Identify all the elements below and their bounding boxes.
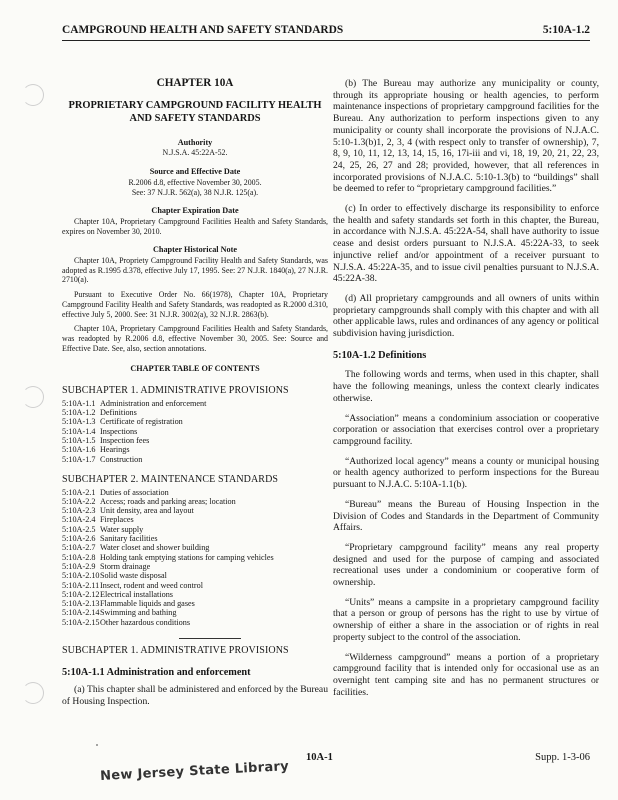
subchapter-1-heading: SUBCHAPTER 1. ADMINISTRATIVE PROVISIONS xyxy=(62,645,289,656)
punch-hole-top xyxy=(22,84,44,106)
toc-entry: 5:10A-2.4 Fireplaces xyxy=(62,515,134,525)
right-column xyxy=(333,78,599,698)
section-1-1-paragraph-b: (b) The Bureau may authorize any municipality or county, through its appropriate housing or health agencies, to perform maintenance inspections of proprietary campground facilities for the Bureau. Any authorization to perform inspections given to any municipality or county shall incorporate the provisions of N.J.A.C. 5:10-1.3(b)1, 2, 3, 4 (with respect only to transfer of ownership), 7, 8, 9, 10, 11, 12, 13, 14, 15, 16, 17i-iii and vi, 18, 19, 20, 21, 22, 23, 24, 25, 26, 27 and 28; provided, however, that all references in incorporated provisions of N.J.A.C. 5:10-1.3(b) to “buildings” shall be deemed to refer to “proprietary campground facilities.” xyxy=(333,78,599,195)
toc-entry: 5:10A-2.1 Duties of association xyxy=(62,487,169,497)
toc-entry: 5:10A-2.12 Electrical installations xyxy=(62,589,173,599)
toc-entry: 5:10A-1.4 Inspections xyxy=(62,426,138,436)
source-heading: Source and Effective Date xyxy=(149,167,241,177)
definition-units: “Units” means a campsite in a proprietary campground facility that a person or group of persons has the right to use by virtue of ownership of either a share in the association or of rights in real property subject to the control of the association. xyxy=(333,596,599,643)
definition-bureau: “Bureau” means the Bureau of Housing Inspection in the Division of Codes and Standards in the Department of Community Affairs. xyxy=(333,498,599,534)
running-header-title: CAMPGROUND HEALTH AND SAFETY STANDARDS xyxy=(62,24,344,36)
toc-entry: 5:10A-2.13 Flammable liquids and gases xyxy=(62,599,195,609)
toc-entry: 5:10A-1.1 Administration and enforcement xyxy=(62,398,207,408)
toc-subchapter-1-list xyxy=(62,399,328,464)
punch-hole-bottom xyxy=(22,682,44,704)
history-note-1: Chapter 10A, Propriety Campground Facility Health and Safety Standards, was adopted as R.1995 d.378, effective July 17, 1995. See: 27 N.J.R. 1840(a), 27 N.J.R. 2710(a). xyxy=(62,256,328,285)
left-column xyxy=(62,78,328,708)
punch-hole-middle xyxy=(22,386,44,408)
definition-proprietary-campground-facility: “Proprietary campground facility” means any real property designed and used for the purpose of camping and associated recreational uses under a condominium or cooperative form of ownership. xyxy=(333,541,599,589)
toc-entry: 5:10A-1.2 Definitions xyxy=(62,408,137,418)
history-note-2: Pursuant to Executive Order No. 66(1978), Chapter 10A, Proprietary Campground Facility Health and Safety Standards, was readopted as R.2000 d.310, effective July 5, 2000. See: 31 N.J.R. 3002(a), 32 N.J.R. 2863(b). xyxy=(62,290,328,319)
toc-entry: 5:10A-2.5 Water supply xyxy=(62,524,144,534)
toc-heading: CHAPTER TABLE OF CONTENTS xyxy=(130,364,260,374)
expiration-text: Chapter 10A, Proprietary Campground Facilities Health and Safety Standards, expires on November 30, 2010. xyxy=(62,216,328,236)
toc-entry: 5:10A-2.9 Storm drainage xyxy=(62,561,151,571)
toc-subchapter-2-list xyxy=(62,488,328,627)
toc-entry: 5:10A-2.14 Swimming and bathing xyxy=(62,608,177,618)
section-1-1-paragraph-d: (d) All proprietary campgrounds and all owners of units within proprietary campgrounds shall comply with this chapter and with all other applicable laws, rules and ordinances of any agency or political subdivision having jurisdiction. xyxy=(333,292,599,340)
definition-association: “Association” means a condominium association or cooperative corporation or association that exercises control over a proprietary campground facility. xyxy=(333,412,599,447)
history-heading: Chapter Historical Note xyxy=(153,245,237,255)
toc-entry: 5:10A-2.15 Other hazardous conditions xyxy=(62,617,191,627)
toc-entry: 5:10A-1.7 Construction xyxy=(62,454,143,464)
chapter-title: PROPRIETARY CAMPGROUND FACILITY HEALTH AND SAFETY STANDARDS xyxy=(68,99,322,124)
toc-entry: 5:10A-2.6 Sanitary facilities xyxy=(62,534,158,544)
toc-entry: 5:10A-2.8 Holding tank emptying stations for camping vehicles xyxy=(62,552,274,562)
toc-entry: 5:10A-2.10 Solid waste disposal xyxy=(62,571,167,581)
history-note-3: Chapter 10A, Proprietary Campground Facilities Health and Safety Standards, was readopted by R.2006 d.8, effective November 30, 2005. See: Source and Effective Date. See, also, section annotations. xyxy=(62,324,328,353)
running-header-section: 5:10A-1.2 xyxy=(542,24,590,36)
definitions-intro: The following words and terms, when used in this chapter, shall have the following meanings, unless the context clearly indicates otherwise. xyxy=(333,369,599,404)
page-number: 10A-1 xyxy=(306,752,333,763)
toc-subchapter-2-heading: SUBCHAPTER 2. MAINTENANCE STANDARDS xyxy=(62,473,279,485)
toc-entry: 5:10A-2.2 Access; roads and parking areas; location xyxy=(62,496,236,506)
source-text: R.2006 d.8, effective November 30, 2005. See: 37 N.J.R. 562(a), 38 N.J.R. 125(a). xyxy=(128,177,262,197)
section-1-1-heading: 5:10A-1.1 Administration and enforcement xyxy=(62,666,251,678)
library-stamp: New Jersey State Library xyxy=(99,759,290,784)
header-rule xyxy=(62,40,590,41)
section-1-1-paragraph-c: (c) In order to effectively discharge its responsibility to enforce the health and safety standards set forth in this chapter, the Bureau, in accordance with N.J.S.A. 45:22A-54, shall have authority to issue cease and desist orders pursuant to N.J.S.A. 45:22A-33, to seek injunctive relief and/or appointment of a receiver pursuant to N.J.S.A. 45:22A-35, and to issue civil penalties pursuant to N.J.S.A. 45:22A-38. xyxy=(333,203,599,285)
definition-wilderness-campground: “Wilderness campground” means a portion of a proprietary campground facility that is intended only for occasional use as an overnight tent camping site and has no permanent structures or facilities. xyxy=(333,651,599,698)
toc-entry: 5:10A-1.6 Hearings xyxy=(62,445,130,455)
toc-entry: 5:10A-1.3 Certificate of registration xyxy=(62,417,183,427)
running-header xyxy=(62,24,590,36)
definition-authorized-local-agency: “Authorized local agency” means a county or municipal housing or health agency authorized to perform inspections for the Bureau pursuant to N.J.A.C. 5:10A-1.1(b). xyxy=(333,455,599,491)
toc-entry: 5:10A-2.3 Unit density, area and layout xyxy=(62,506,194,516)
supplement-date: Supp. 1-3-06 xyxy=(535,752,590,763)
toc-entry: 5:10A-1.5 Inspection fees xyxy=(62,435,150,445)
toc-entry: 5:10A-2.11 Insect, rodent and weed control xyxy=(62,580,203,590)
section-1-1-paragraph-a: (a) This chapter shall be administered and enforced by the Bureau of Housing Inspection. xyxy=(62,684,328,708)
authority-heading: Authority xyxy=(177,137,213,147)
section-divider xyxy=(179,638,241,639)
expiration-heading: Chapter Expiration Date xyxy=(151,206,239,216)
chapter-number: CHAPTER 10A xyxy=(156,77,234,89)
speck xyxy=(96,744,98,746)
toc-entry: 5:10A-2.7 Water closet and shower building xyxy=(62,543,210,553)
section-1-2-heading: 5:10A-1.2 Definitions xyxy=(333,349,427,361)
authority-text: N.J.S.A. 45:22A-52. xyxy=(162,148,228,158)
toc-subchapter-1-heading: SUBCHAPTER 1. ADMINISTRATIVE PROVISIONS xyxy=(62,385,289,397)
